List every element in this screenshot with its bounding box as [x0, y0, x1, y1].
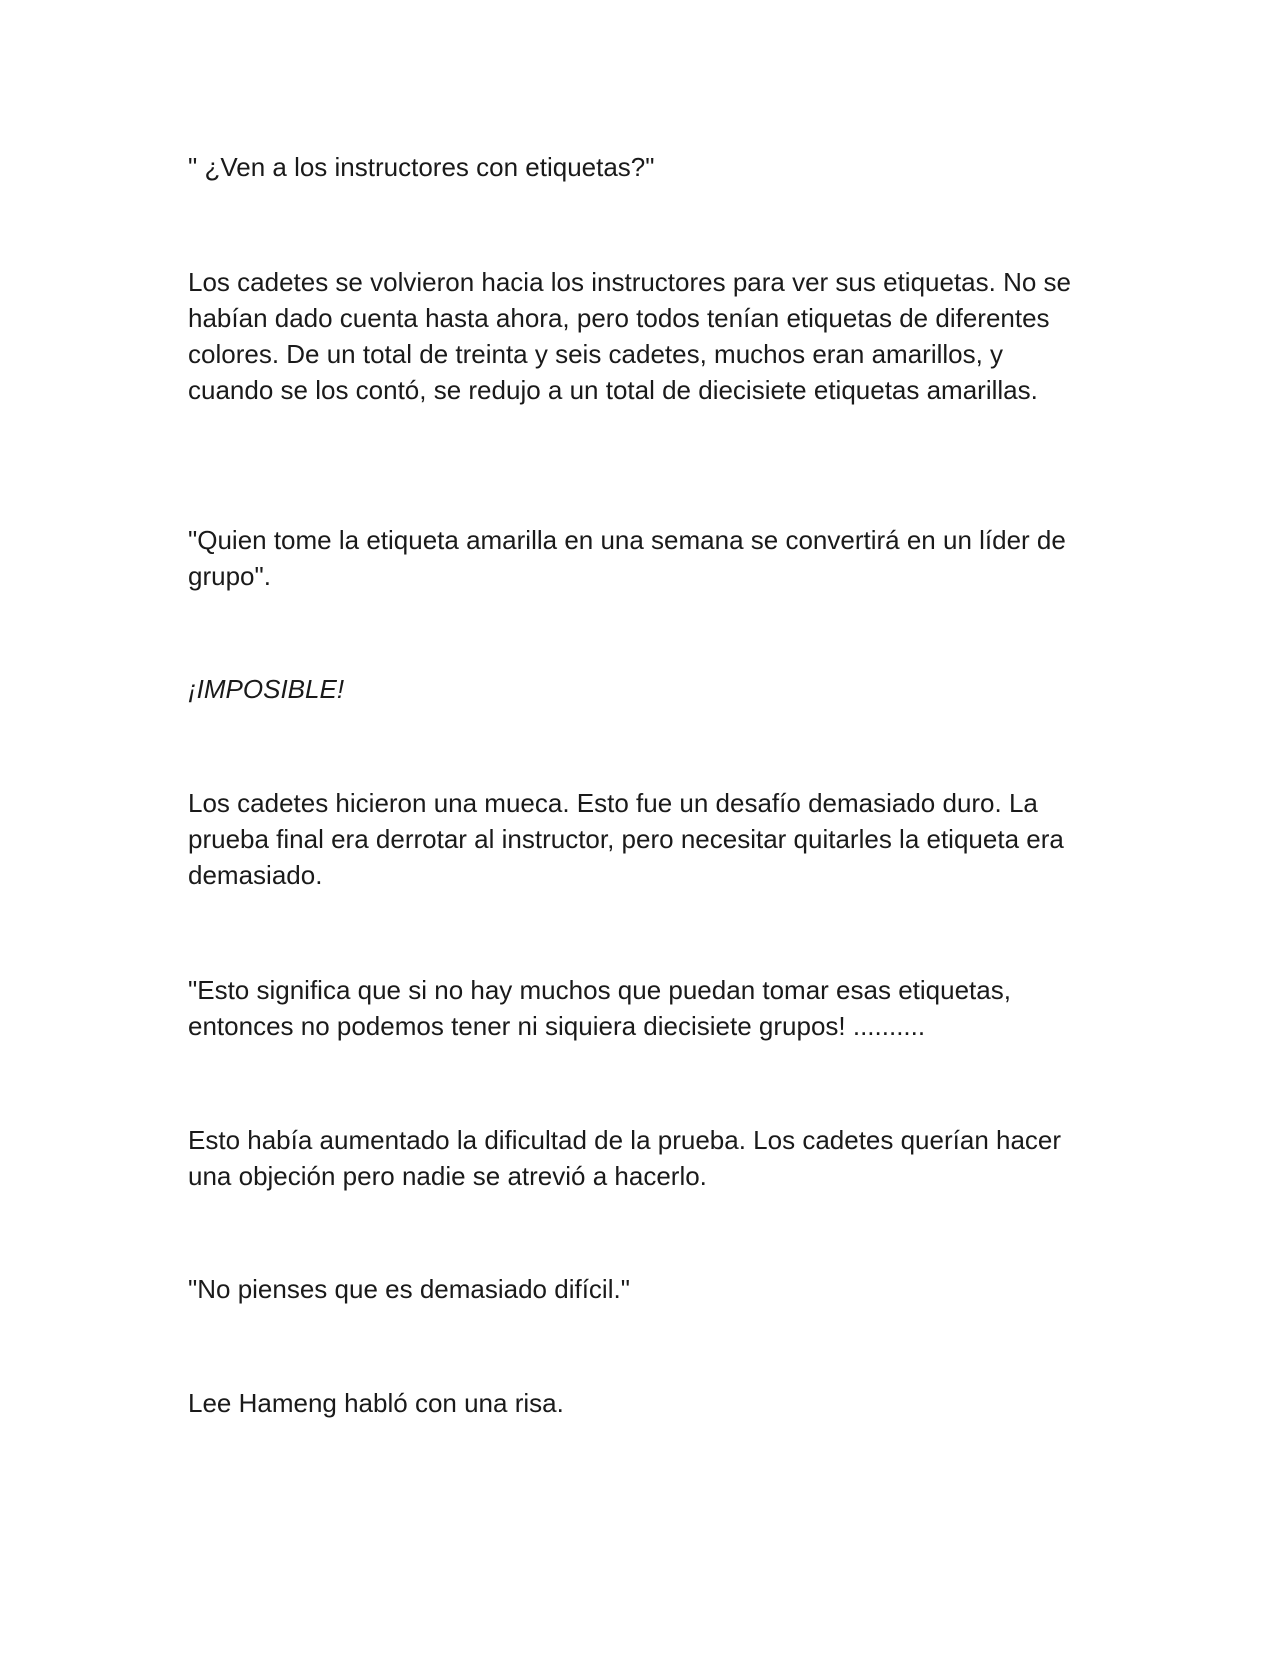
emphasis-paragraph: ¡IMPOSIBLE! [188, 674, 345, 704]
dialogue-paragraph: "Quien tome la etiqueta amarilla en una semana se convertirá en un líder de grupo". [188, 525, 1066, 591]
narration-paragraph: Esto había aumentado la dificultad de la prueba. Los cadetes querían hacer una objeción pero nadie se atrevió a hacerlo. [188, 1125, 1062, 1191]
dialogue-paragraph: " ¿Ven a los instructores con etiquetas?" [188, 152, 655, 182]
narration-paragraph: Los cadetes hicieron una mueca. Esto fue un desafío demasiado duro. La prueba final era derrotar al instructor, pero necesitar quitarles la etiqueta era demasiado. [188, 788, 1064, 890]
dialogue-paragraph: "No pienses que es demasiado difícil." [188, 1274, 630, 1304]
narration-paragraph: Los cadetes se volvieron hacia los instructores para ver sus etiquetas. No se habían dado cuenta hasta ahora, pero todos tenían etiquetas de diferentes colores. De un total de treinta y seis cadetes, muchos eran amarillos, y cuando se los contó, se redujo a un total de diecisiete etiquetas amarillas. [188, 267, 1072, 405]
narration-paragraph: Lee Hameng habló con una risa. [188, 1388, 564, 1418]
dialogue-paragraph: "Esto significa que si no hay muchos que puedan tomar esas etiquetas, entonces no podemos tener ni siquiera diecisiete grupos! .......... [188, 975, 1011, 1041]
